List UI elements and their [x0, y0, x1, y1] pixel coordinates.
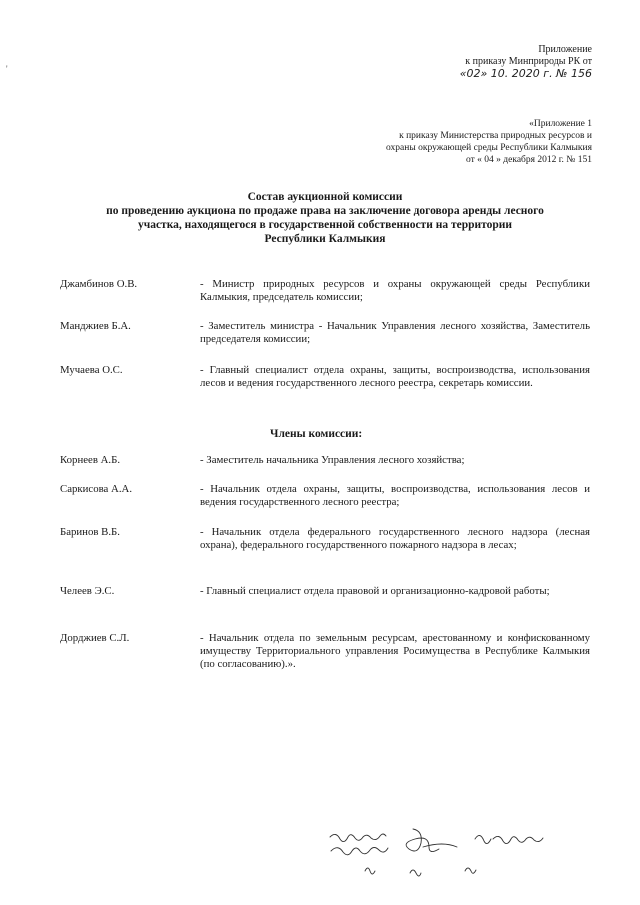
member-name: Мучаева О.С.: [60, 364, 123, 376]
appendix-line1: Приложение: [538, 44, 592, 55]
member-name: Манджиев Б.А.: [60, 320, 131, 332]
prior-line3: охраны окружающей среды Республики Калмыкия: [386, 143, 592, 153]
member-name: Джамбинов О.В.: [60, 278, 138, 290]
title-line2: по проведению аукциона по продаже права на заключение договора аренды лесного: [106, 205, 544, 217]
prior-line4: от « 04 » декабря 2012 г. № 151: [466, 155, 592, 165]
member-name: Корнеев А.Б.: [60, 454, 121, 466]
title-line3: участка, находящегося в государственной собственности на территории: [137, 219, 513, 231]
document-title: [80, 190, 570, 246]
scan-mark: ': [6, 64, 8, 74]
member-role: - Главный специалист отдела правовой и организационно-кадровой работы;: [200, 585, 550, 597]
member-row: [60, 632, 590, 692]
member-row: [60, 454, 590, 474]
prior-line1: «Приложение 1: [529, 119, 592, 129]
member-role: - Министр природных ресурсов и охраны окружающей среды Республики Калмыкия, председатель комиссии;: [200, 278, 590, 303]
member-row: [60, 278, 590, 318]
member-name: Саркисова А.А.: [60, 483, 133, 495]
member-role: - Начальник отдела охраны, защиты, воспроизводства, использования лесов и ведения государственного лесного реестра;: [200, 483, 590, 508]
member-row: [60, 526, 590, 576]
member-role: - Начальник отдела по земельным ресурсам, арестованному и конфискованному имуществу Территориального управления Росимущества в Республике Калмыкия (по согласованию).».: [200, 632, 590, 670]
member-role: - Начальник отдела федерального государственного лесного надзора (лесная охрана), федерального государственного пожарного надзора в лесах;: [200, 526, 590, 551]
appendix-line2: к приказу Минприроды РК от: [465, 56, 592, 67]
members-heading: Члены комиссии:: [270, 428, 363, 440]
member-role: - Заместитель министра - Начальник Управления лесного хозяйства, Заместитель председателя комиссии;: [200, 320, 590, 345]
member-row: [60, 483, 590, 523]
prior-line2: к приказу Министерства природных ресурсов и: [399, 131, 592, 141]
handwritten-signature: [325, 825, 575, 885]
appendix-date-line: «02» 10. 2020 г. № 156: [459, 67, 592, 80]
member-role: - Заместитель начальника Управления лесного хозяйства;: [200, 454, 465, 466]
member-row: [60, 585, 590, 625]
header-appendix: [392, 44, 592, 80]
member-name: Баринов В.Б.: [60, 526, 120, 538]
member-name: Дорджиев С.Л.: [60, 632, 130, 644]
member-role: - Главный специалист отдела охраны, защиты, воспроизводства, использования лесов и ведения государственного лесного реестра, секретарь комиссии.: [200, 364, 590, 389]
header-prior-appendix: [332, 118, 592, 166]
title-line4: Республики Калмыкия: [264, 233, 386, 245]
member-row: [60, 320, 590, 360]
member-row: [60, 364, 590, 414]
title-line1: Состав аукционной комиссии: [247, 191, 403, 203]
member-name: Челеев Э.С.: [60, 585, 115, 597]
